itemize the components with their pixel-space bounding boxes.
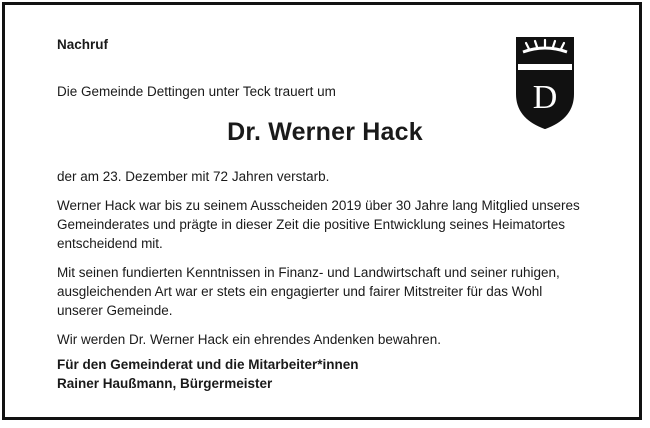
signature-line: Rainer Haußmann, Bürgermeister xyxy=(57,376,273,391)
coat-of-arms-icon xyxy=(515,36,575,130)
deceased-name: Dr. Werner Hack xyxy=(227,118,423,146)
intro-text: Die Gemeinde Dettingen unter Teck trauert um xyxy=(57,84,336,99)
paragraph: Wir werden Dr. Werner Hack ein ehrendes Andenken bewahren. xyxy=(57,332,441,347)
signature-line: Für den Gemeinderat und die Mitarbeiter*innen xyxy=(57,357,359,372)
signature-block xyxy=(57,355,359,393)
paragraph: der am 23. Dezember mit 72 Jahren verstarb. xyxy=(57,169,330,184)
crest-letter: D xyxy=(532,79,558,116)
paragraph: Mit seinen fundierten Kenntnissen in Finanz- und Landwirtschaft und seiner ruhigen, ausgleichenden Art war er stets ein engagierter und fairer Mitstreiter für das Wohl unserer Gemeinde. xyxy=(57,265,560,318)
heading: Nachruf xyxy=(57,37,109,52)
paragraph: Werner Hack war bis zu seinem Ausscheiden 2019 über 30 Jahre lang Mitglied unseres Gemeinderates und prägte in dieser Zeit die positive Entwicklung seines Heimatortes entscheidend mit. xyxy=(57,198,580,251)
obituary-body xyxy=(57,167,587,359)
